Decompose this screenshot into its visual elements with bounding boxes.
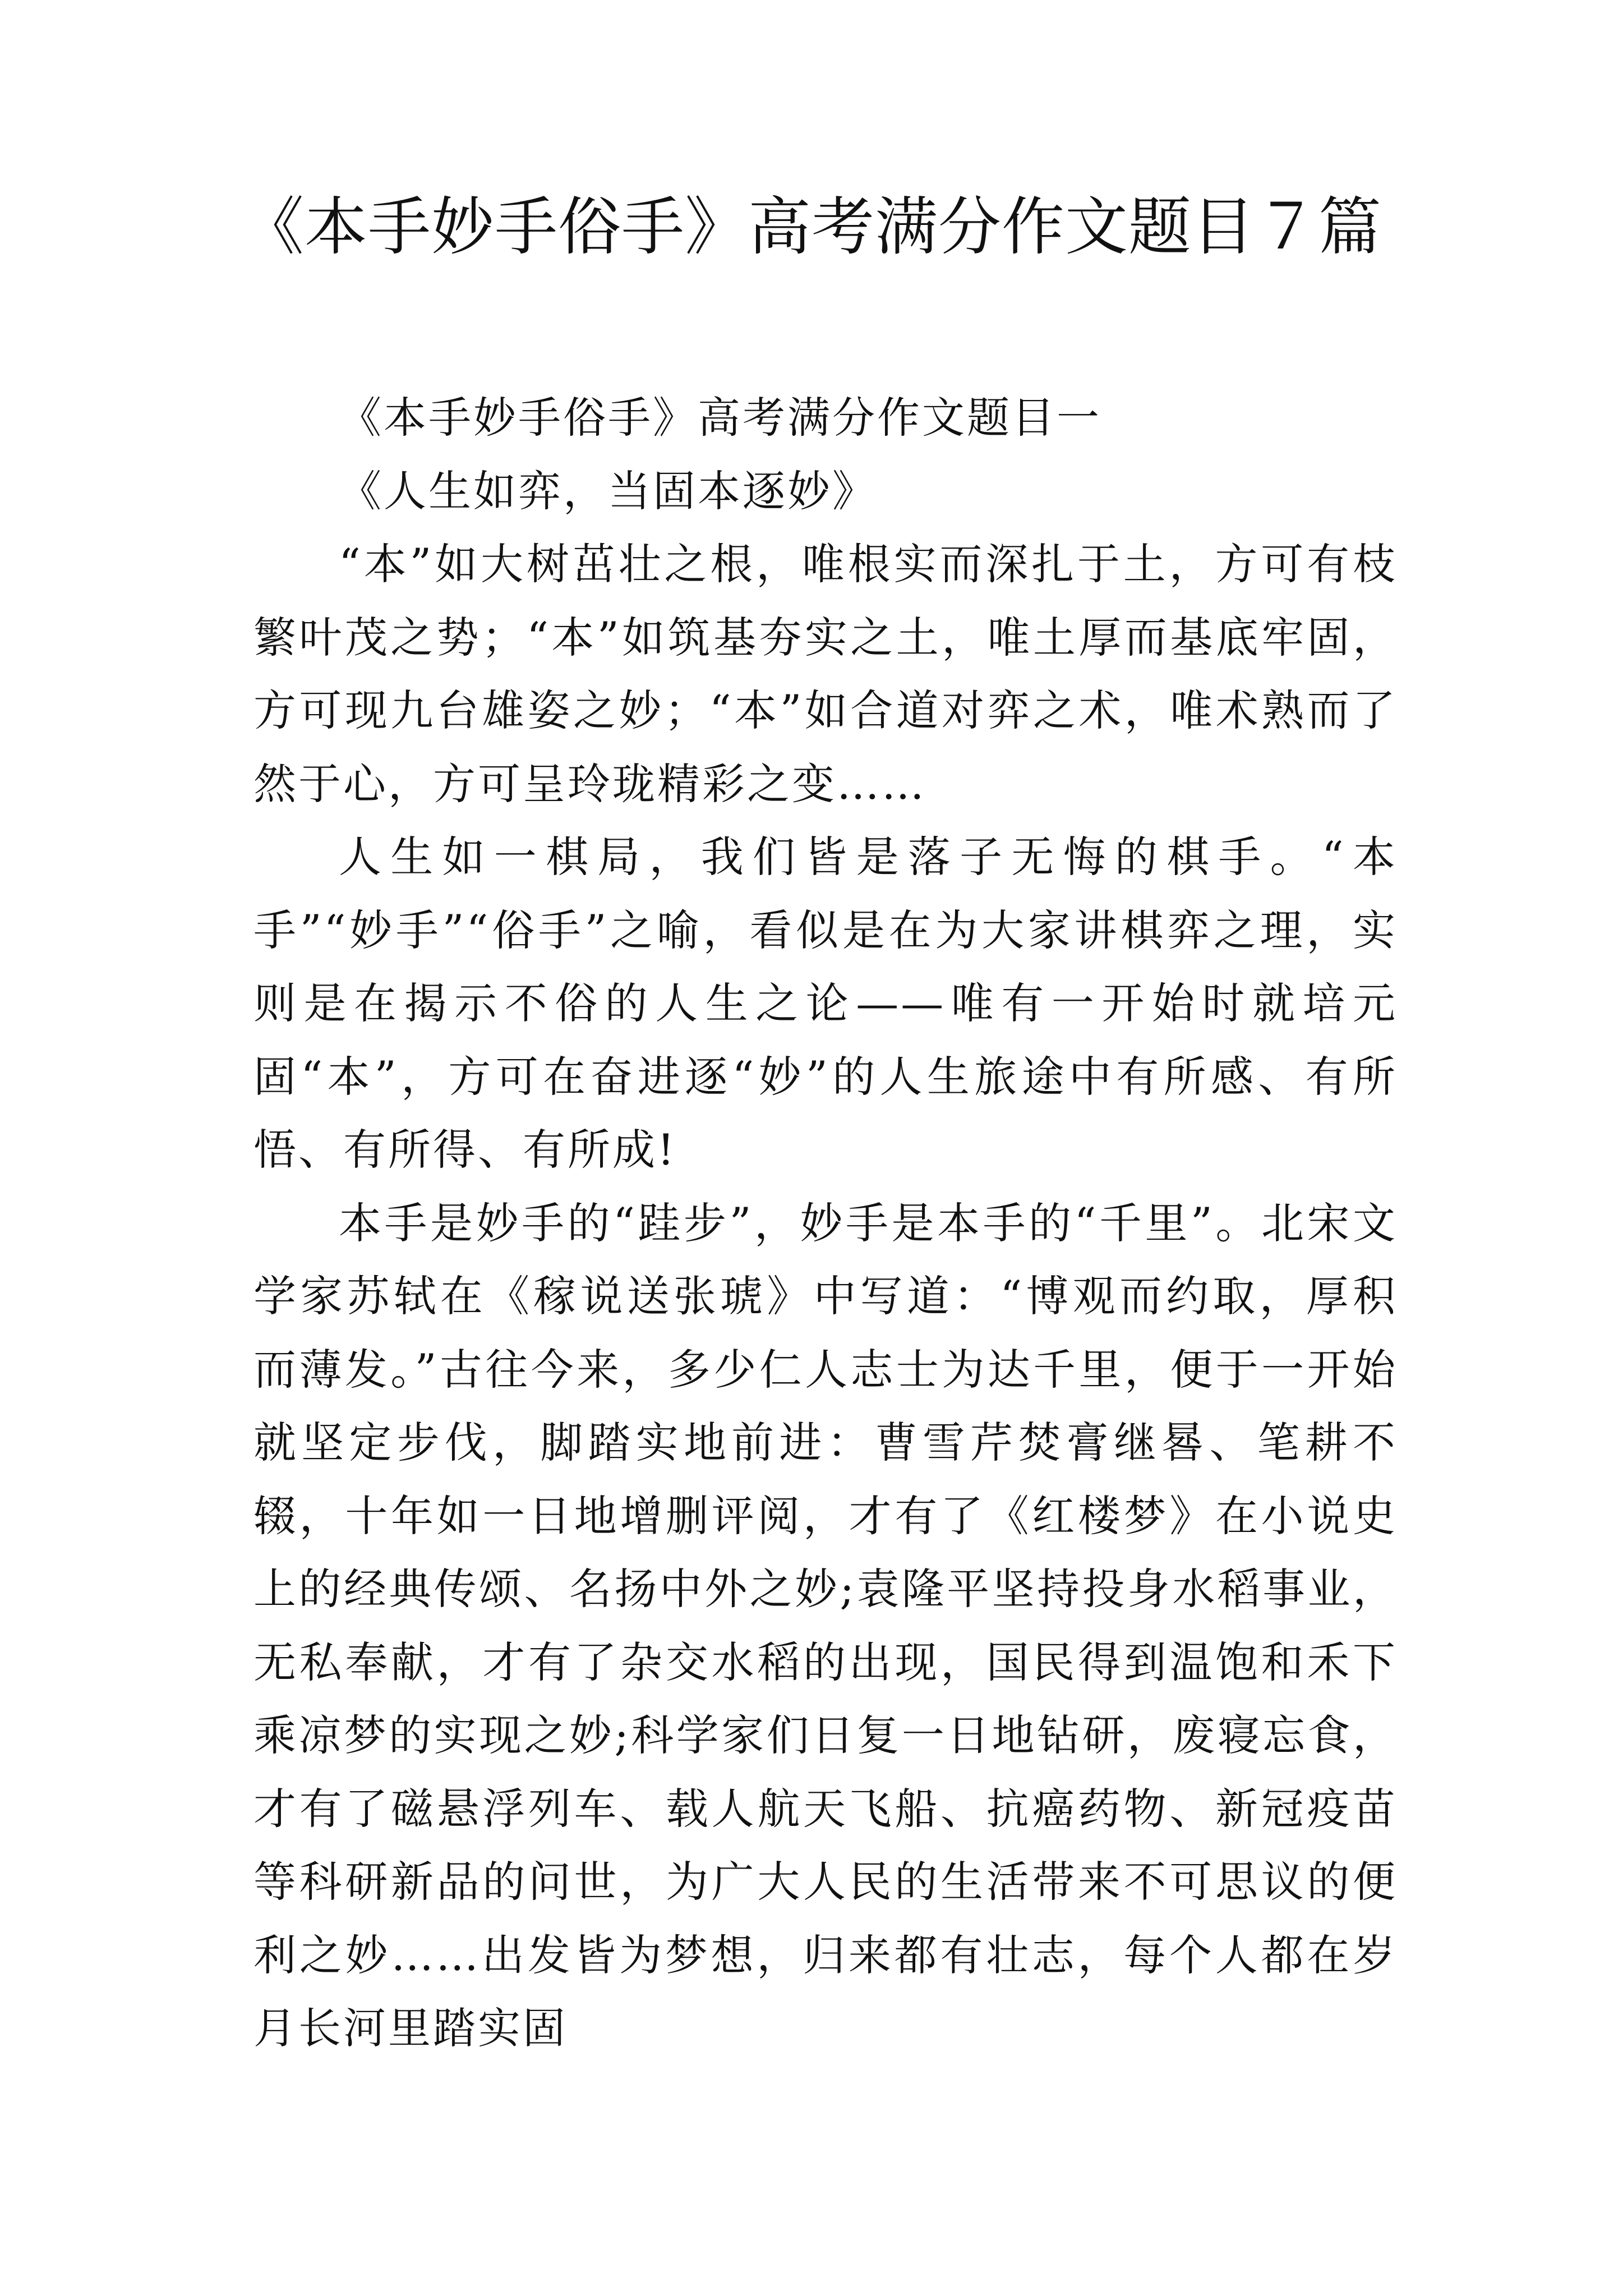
paragraph: “本”如大树茁壮之根，唯根实而深扎于土，方可有枝繁叶茂之势；“本”如筑基夯实之土，唯土厚而基底牢固，方可现九台雄姿之妙；“本”如合道对弈之术，唯术熟而了然于心，方可呈玲珑精彩之变…… <box>253 539 1398 809</box>
section-heading: 《本手妙手俗手》高考满分作文题目一 <box>339 393 1101 443</box>
document-title: 《本手妙手俗手》高考满分作文题目７篇 <box>241 191 1382 264</box>
paragraph: 本手是妙手的“跬步”，妙手是本手的“千里”。北宋文学家苏轼在《稼说送张琥》中写道：“博观而约取，厚积而薄发。”古往今来，多少仁人志士为达千里，便于一开始就坚定步伐，脚踏实地前进：曹雪芹焚膏继晷、笔耕不辍，十年如一日地增删评阅，才有了《红楼梦》在小说史上的经典传颂、名扬中外之妙;袁隆平坚持投身水稻事业，无私奉献，才有了杂交水稻的出现，国民得到温饱和禾下乘凉梦的实现之妙;科学家们日复一日地钻研，废寝忘食，才有了磁悬浮列车、载人航天飞船、抗癌药物、新冠疫苗等科研新品的问世，为广大人民的生活带来不可思议的便利之妙……出发皆为梦想，归来都有壮志，每个人都在岁月长河里踏实固 <box>253 1198 1398 2053</box>
document-body <box>253 381 1398 2065</box>
paragraph: 人生如一棋局，我们皆是落子无悔的棋手。“本手”“妙手”“俗手”之喻，看似是在为大家讲棋弈之理，实则是在揭示不俗的人生之论——唯有一开始时就培元固“本”，方可在奋进逐“妙”的人生旅途中有所感、有所悟、有所得、有所成! <box>253 832 1398 1175</box>
essay-title: 《人生如弈，当固本逐妙》 <box>339 466 877 516</box>
